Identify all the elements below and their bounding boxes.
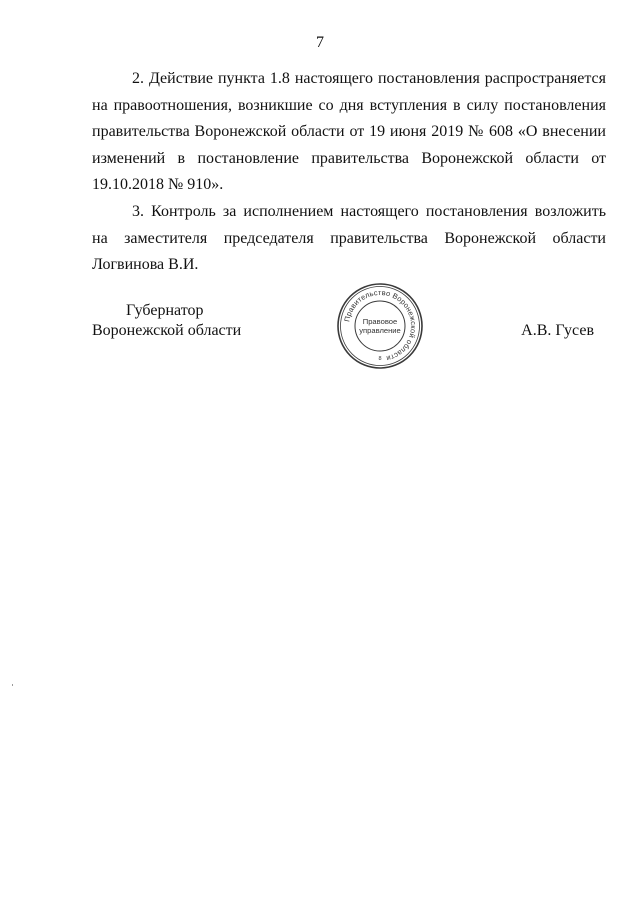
paragraph-3: 3. Контроль за исполнением настоящего постановления возложить на заместителя председателя правительства Воронежской области Логвинова В.И. <box>92 202 606 274</box>
signatory-region: Воронежской области <box>92 322 242 339</box>
stamp-ring-text: Правительство Воронежской области <box>342 287 419 364</box>
page-number: 7 <box>316 34 324 51</box>
official-stamp <box>336 282 424 370</box>
signatory-position: Губернатор <box>126 302 204 319</box>
scan-speck <box>12 684 13 686</box>
stamp-center-line1: Правовое <box>362 317 398 326</box>
document-body <box>92 66 606 279</box>
signatory-name: А.В. Гусев <box>521 322 594 339</box>
paragraph-2: 2. Действие пункта 1.8 настоящего постановления распространяется на правоотношения, возникшие со дня вступления в силу постановления правительства Воронежской области от 19 июня 2019 № 608 «О внесении изменений в постановление правительства Воронежской области от 19.10.2018 № 910». <box>92 70 606 194</box>
stamp-seal-icon <box>336 282 424 370</box>
stamp-number: 8 <box>378 356 382 362</box>
stamp-center-line2: управление <box>359 326 401 335</box>
